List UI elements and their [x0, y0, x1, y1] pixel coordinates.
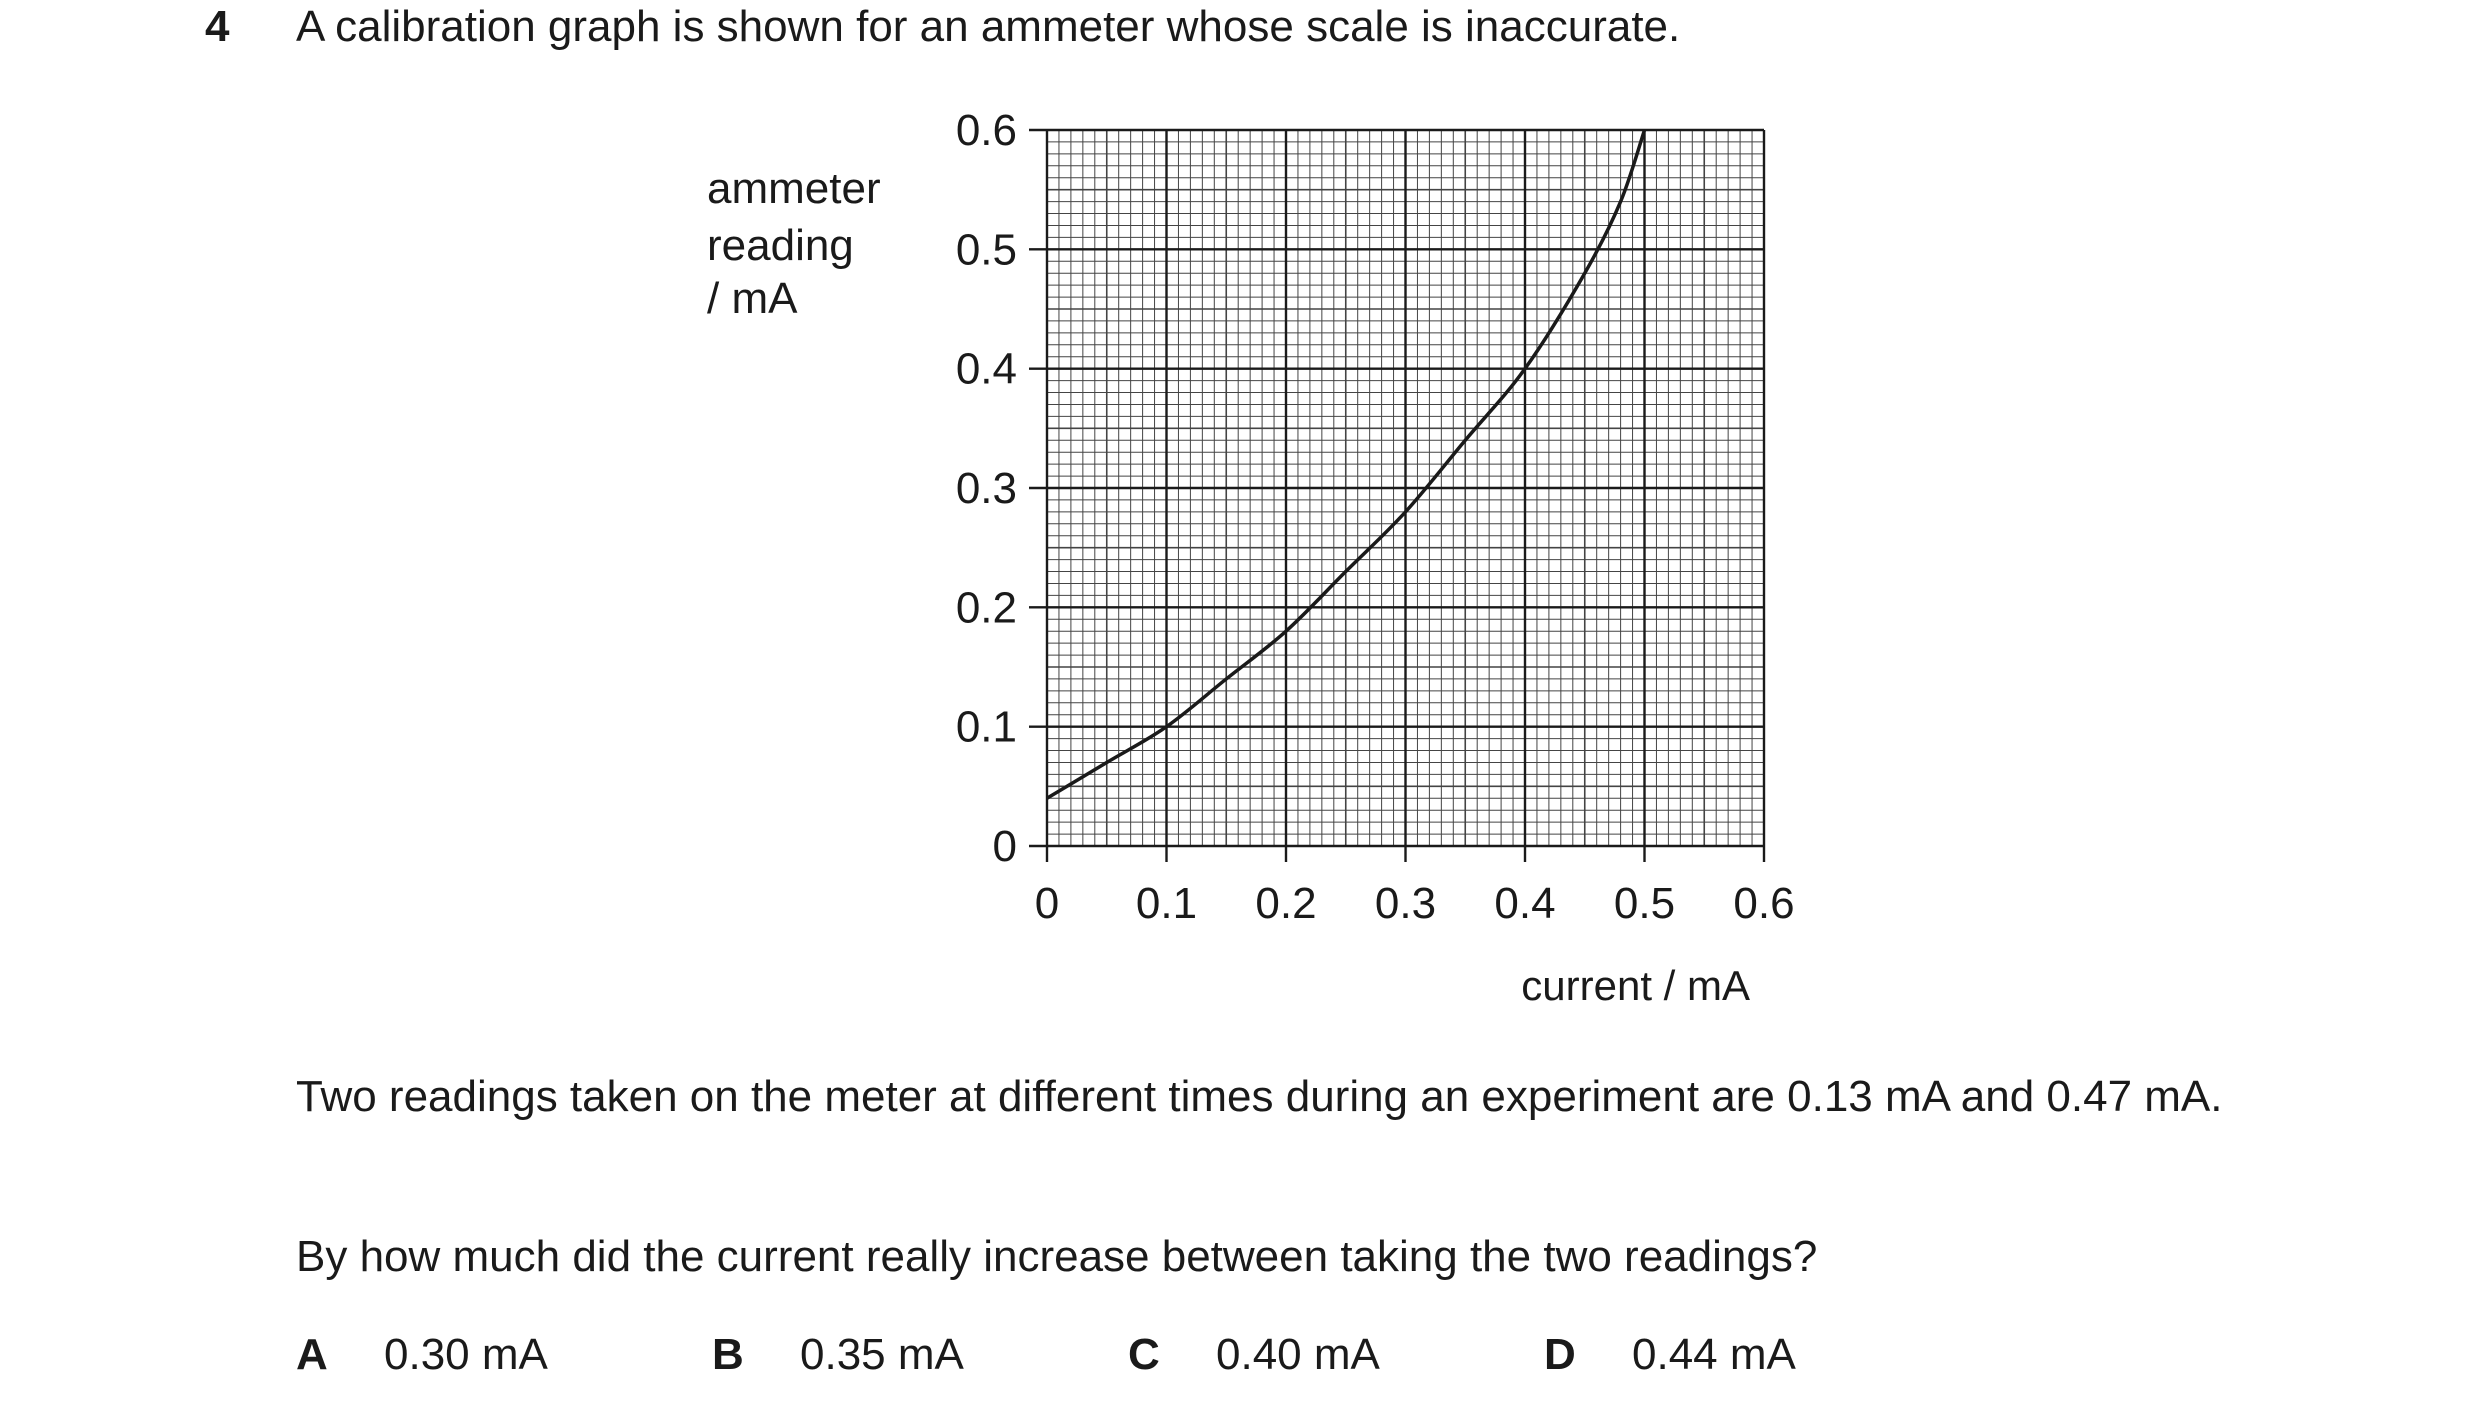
axis-ticks: [1029, 130, 1764, 862]
x-tick-label: 0.1: [1135, 879, 1198, 928]
x-tick-label: 0.6: [1733, 879, 1795, 928]
x-tick-label: 0.2: [1255, 879, 1317, 928]
option-a[interactable]: [296, 1330, 548, 1380]
option-a-letter: A: [296, 1330, 328, 1379]
option-d[interactable]: [1544, 1330, 1796, 1380]
paragraph-question: By how much did the current really increase between taking the two readings?: [296, 1232, 1818, 1281]
option-b-letter: B: [712, 1330, 744, 1379]
x-tick-label: 0.5: [1613, 879, 1676, 928]
option-c-value: 0.40 mA: [1216, 1330, 1380, 1379]
question-text: A calibration graph is shown for an ammeter whose scale is inaccurate.: [296, 2, 1681, 51]
y-tick-label: 0.6: [955, 106, 1017, 155]
y-axis-label: [707, 164, 881, 323]
x-axis-label: current / mA: [1521, 962, 1750, 1009]
paragraph-readings: Two readings taken on the meter at different times during an experiment are 0.13 mA and 0.47 mA.: [296, 1072, 2223, 1121]
y-tick-label: 0: [992, 822, 1017, 871]
x-tick-label: 0.4: [1494, 879, 1556, 928]
option-a-value: 0.30 mA: [384, 1330, 548, 1379]
option-b[interactable]: [712, 1330, 964, 1380]
y-tick-label: 0.3: [955, 464, 1017, 513]
y-tick-label: 0.5: [955, 225, 1017, 275]
y-axis-label-line: / mA: [707, 274, 798, 323]
option-c[interactable]: [1128, 1330, 1380, 1380]
y-tick-label: 0.1: [955, 702, 1017, 752]
option-d-letter: D: [1544, 1330, 1576, 1379]
x-tick-labels: [1035, 879, 1795, 928]
question-number: 4: [205, 2, 230, 51]
option-c-letter: C: [1128, 1330, 1160, 1379]
y-tick-label: 0.2: [955, 583, 1017, 633]
option-d-value: 0.44 mA: [1632, 1330, 1796, 1379]
y-axis-label-line: ammeter: [707, 164, 881, 213]
option-b-value: 0.35 mA: [800, 1330, 964, 1379]
y-tick-label: 0.4: [955, 344, 1017, 394]
x-tick-label: 0.3: [1374, 879, 1437, 928]
y-axis-label-line: reading: [707, 221, 854, 270]
x-tick-label: 0: [1034, 879, 1060, 928]
y-tick-labels: [956, 106, 1017, 871]
